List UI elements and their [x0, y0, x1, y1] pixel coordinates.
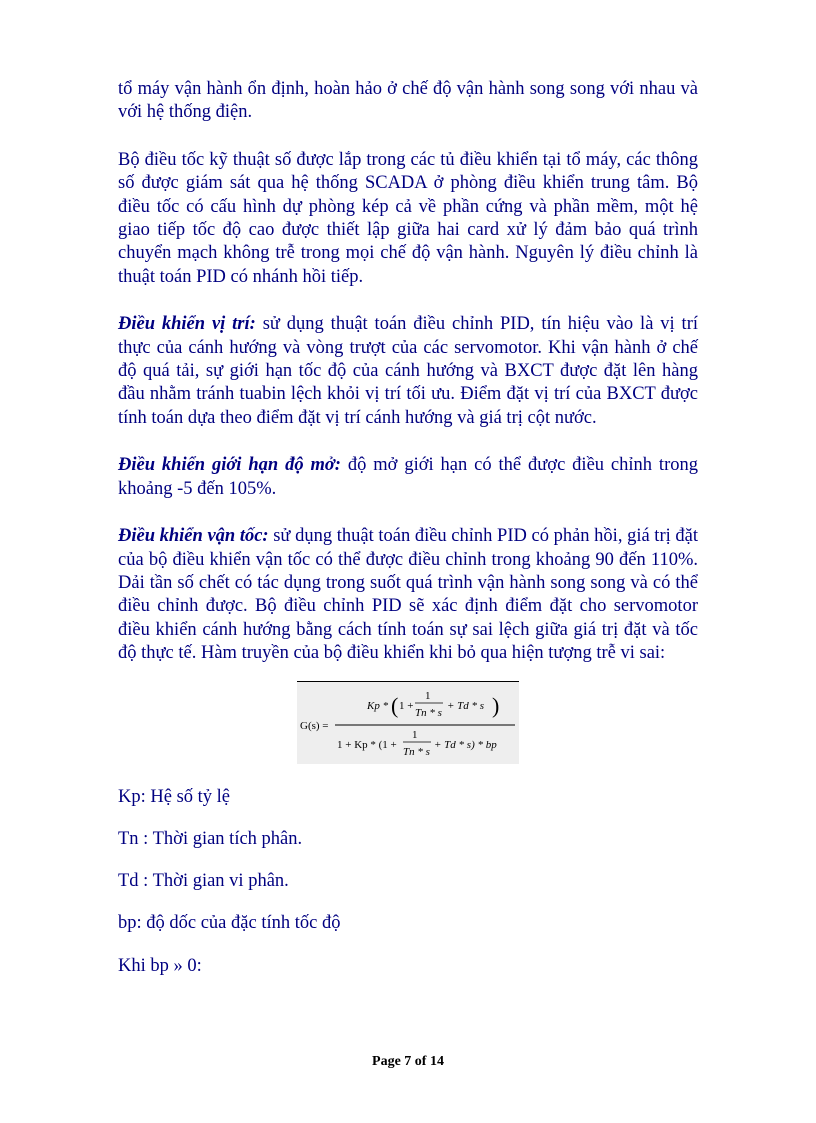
paragraph-2-text: Bộ điều tốc kỹ thuật số được lắp trong các tủ điều khiển tại tổ máy, các thông số được giám sát qua hệ thống SCADA ở phòng điều khiển trung tâm. Bộ điều tốc có cấu hình dự phòng kép cả về phần cứng và phần mềm, một hệ giao tiếp tốc độ cao được thiết lập giữa hai card xử lý đảm bảo quá trình chuyển mạch không trễ trong mọi chế độ vận hành. Nguyên lý điều chỉnh là thuật toán PID có nhánh hồi tiếp. [118, 149, 698, 287]
formula-num-frac-top: 1 [425, 690, 431, 702]
formula-den-right: + Td * s) * bp [434, 739, 497, 751]
paragraph-opening-limit [118, 454, 698, 501]
definition-condition: Khi bp » 0: [118, 956, 202, 976]
definition-tn: Tn : Thời gian tích phân. [118, 829, 303, 849]
definition-kp: Kp: Hệ số tỷ lệ [118, 787, 231, 807]
paragraph-1 [118, 78, 698, 125]
opening-limit-text: độ mở giới hạn có thể được điều chỉnh trong khoảng -5 đến 105%. [118, 455, 698, 499]
formula-lhs: G(s) = [300, 720, 329, 732]
formula-den-frac-bottom: Tn * s [403, 746, 430, 758]
page-number-footer: Page 7 of 14 [372, 1054, 444, 1069]
formula-num-td: + Td * s [447, 700, 485, 712]
document-body [118, 78, 698, 690]
definition-td: Td : Thời gian vi phân. [118, 871, 289, 891]
formula-num-frac-bottom: Tn * s [415, 707, 442, 719]
position-control-heading: Điều khiển vị trí: [118, 314, 256, 335]
paragraph-position-control [118, 313, 698, 430]
speed-control-heading: Điều khiển vận tốc: [118, 526, 269, 547]
formula-den-left: 1 + Kp * (1 + [337, 739, 397, 751]
formula-paren-open: ( [391, 693, 399, 718]
paragraph-2 [118, 149, 698, 289]
formula-num-kp: Kp * [367, 700, 389, 712]
speed-control-text: sử dụng thuật toán điều chỉnh PID có phản hồi, giá trị đặt của bộ điều khiển vận tốc có thể được điều chỉnh trong khoảng 90 đến 110%. Dải tần số chết có tác dụng trong suốt quá trình vận hành song song và có thể điều chỉnh được. Bộ điều chỉnh PID sẽ xác định điểm đặt cho servomotor điều khiển cánh hướng bằng cách tính toán sự sai lệch giữa giá trị đặt và tốc độ thực tế. Hàm truyền của bộ điều khiển khi bỏ qua hiện tượng trễ vi sai: [118, 526, 698, 664]
definition-bp: bp: độ dốc của đặc tính tốc độ [118, 913, 341, 933]
paragraph-1-text: tổ máy vận hành ổn định, hoàn hảo ở chế độ vận hành song song với nhau và với hệ thống điện. [118, 79, 698, 123]
transfer-function-formula [297, 681, 519, 764]
opening-limit-heading: Điều khiển giới hạn độ mở: [118, 455, 341, 476]
formula-num-one: 1 + [399, 700, 414, 712]
formula-paren-close: ) [492, 693, 500, 718]
position-control-text: sử dụng thuật toán điều chỉnh PID, tín hiệu vào là vị trí thực của cánh hướng và vòng trượt của các servomotor. Khi vận hành ở chế độ quá tải, sự giới hạn tốc độ của cánh hướng và BXCT được đặt lên hàng đầu nhằm tránh tuabin lệch khỏi vị trí tối ưu. Điểm đặt vị trí của BXCT được tính toán dựa theo điểm đặt vị trí cánh hướng và giá trị cột nước. [118, 314, 698, 428]
paragraph-speed-control [118, 525, 698, 665]
formula-den-frac-top: 1 [412, 729, 418, 741]
